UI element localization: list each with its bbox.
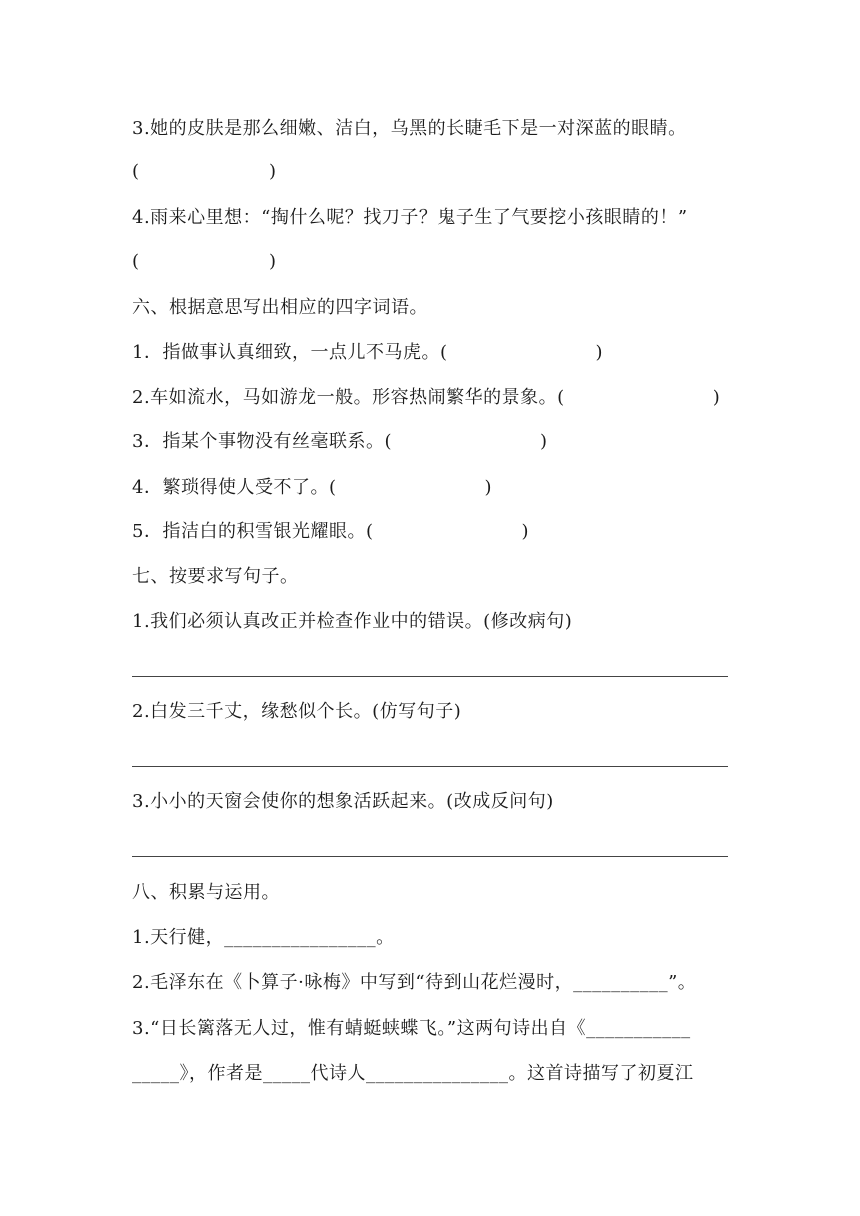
q8-item1[interactable]: 1.天行健，________________。 bbox=[132, 927, 395, 948]
q7-item3-answer-line[interactable] bbox=[132, 856, 728, 857]
q6-item4[interactable]: 4．繁琐得使人受不了。( ) bbox=[132, 477, 492, 498]
q7-item2-answer-line[interactable] bbox=[132, 766, 728, 767]
q5-item3-answer-blank[interactable]: ( ) bbox=[132, 161, 277, 182]
q5-item4-sentence: 4.雨来心里想：“掏什么呢？找刀子？鬼子生了气要挖小孩眼睛的！” bbox=[132, 207, 688, 228]
q8-item3-line1[interactable]: 3.“日长篱落无人过，惟有蜻蜓蛱蝶飞。”这两句诗出自《___________ bbox=[132, 1018, 691, 1039]
q8-item3-line2[interactable]: _____》，作者是_____代诗人_______________。这首诗描写了初夏江 bbox=[132, 1063, 694, 1084]
q7-item2: 2.白发三千丈，缘愁似个长。(仿写句子) bbox=[132, 701, 462, 722]
q5-item3-sentence: 3.她的皮肤是那么细嫩、洁白，乌黑的长睫毛下是一对深蓝的眼睛。 bbox=[132, 118, 687, 139]
q6-item2[interactable]: 2.车如流水，马如游龙一般。形容热闹繁华的景象。( ) bbox=[132, 387, 721, 408]
section-6-heading: 六、根据意思写出相应的四字词语。 bbox=[132, 297, 428, 318]
q6-item1[interactable]: 1．指做事认真细致，一点儿不马虎。( ) bbox=[132, 342, 603, 363]
q5-item4-answer-blank[interactable]: ( ) bbox=[132, 251, 277, 272]
q6-item5[interactable]: 5．指洁白的积雪银光耀眼。( ) bbox=[132, 521, 529, 542]
q8-item2[interactable]: 2.毛泽东在《卜算子·咏梅》中写到“待到山花烂漫时，__________”。 bbox=[132, 972, 697, 993]
q7-item1: 1.我们必须认真改正并检查作业中的错误。(修改病句) bbox=[132, 611, 573, 632]
q6-item3[interactable]: 3．指某个事物没有丝毫联系。( ) bbox=[132, 431, 548, 452]
section-7-heading: 七、按要求写句子。 bbox=[132, 566, 299, 587]
q7-item1-answer-line[interactable] bbox=[132, 676, 728, 677]
section-8-heading: 八、积累与运用。 bbox=[132, 882, 280, 903]
q7-item3: 3.小小的天窗会使你的想象活跃起来。(改成反问句) bbox=[132, 791, 554, 812]
